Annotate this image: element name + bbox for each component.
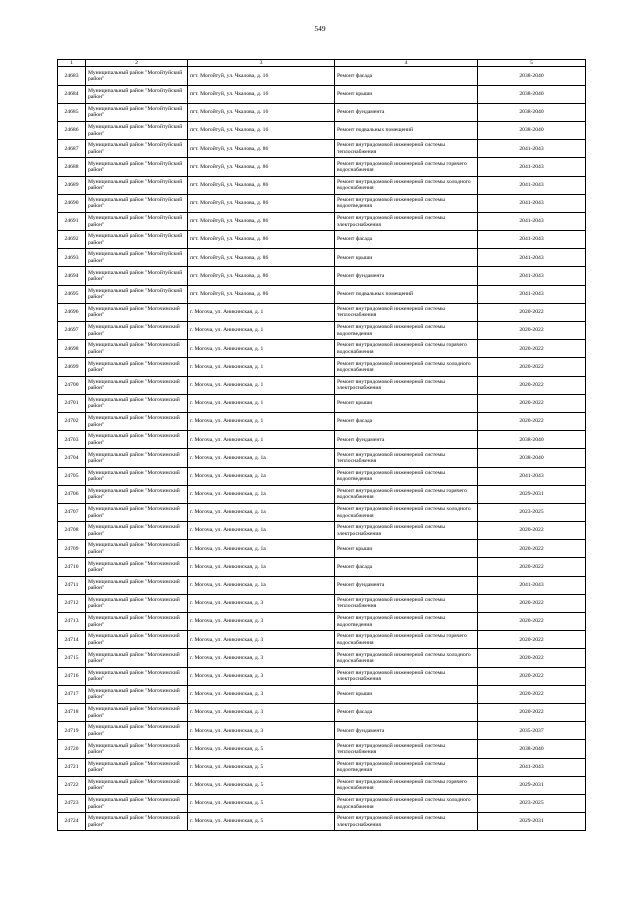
work-type-cell: Ремонт подвальных помещений [335, 285, 478, 303]
table-row [58, 485, 586, 503]
work-type-cell: Ремонт внутридомовой инженерной системы электроснабжения [335, 376, 478, 394]
table-row [58, 194, 586, 212]
work-type-cell: Ремонт фундамента [335, 431, 478, 449]
row-number-cell: 24688 [58, 158, 86, 176]
row-number-cell: 24690 [58, 194, 86, 212]
municipality-cell: Муниципальный район "Могочинский район" [86, 540, 188, 558]
address-cell: г. Могоча, ул. Аникинская, д. 5 [188, 813, 335, 831]
row-number-cell: 24705 [58, 467, 86, 485]
municipality-cell: Муниципальный район "Могочинский район" [86, 576, 188, 594]
table-row [58, 794, 586, 812]
work-type-cell: Ремонт фасада [335, 558, 478, 576]
table-row [58, 631, 586, 649]
address-cell: г. Могоча, ул. Аникинская, д. 1 [188, 412, 335, 430]
address-cell: г. Могоча, ул. Аникинская, д. 1а [188, 485, 335, 503]
row-number-cell: 24713 [58, 613, 86, 631]
work-type-cell: Ремонт фасада [335, 703, 478, 721]
row-number-cell: 24708 [58, 522, 86, 540]
work-type-cell: Ремонт внутридомовой инженерной системы водоотведения [335, 758, 478, 776]
municipality-cell: Муниципальный район "Могочинский район" [86, 358, 188, 376]
row-number-cell: 24698 [58, 340, 86, 358]
work-type-cell: Ремонт внутридомовой инженерной системы водоотведения [335, 194, 478, 212]
address-cell: г. Могоча, ул. Аникинская, д. 5 [188, 776, 335, 794]
period-cell: 2020-2022 [478, 667, 586, 685]
period-cell: 2020-2022 [478, 340, 586, 358]
row-number-cell: 24687 [58, 140, 86, 158]
work-type-cell: Ремонт крыши [335, 394, 478, 412]
municipality-cell: Муниципальный район "Могочинский район" [86, 376, 188, 394]
period-cell: 2029-2031 [478, 485, 586, 503]
period-cell: 2041-2043 [478, 194, 586, 212]
period-cell: 2020-2022 [478, 594, 586, 612]
municipality-cell: Муниципальный район "Могочинский район" [86, 776, 188, 794]
table-row [58, 285, 586, 303]
municipality-cell: Муниципальный район "Могочинский район" [86, 667, 188, 685]
work-type-cell: Ремонт внутридомовой инженерной системы теплоснабжения [335, 303, 478, 321]
table-row [58, 303, 586, 321]
table-row [58, 722, 586, 740]
municipality-cell: Муниципальный район "Могочинский район" [86, 449, 188, 467]
row-number-cell: 24712 [58, 594, 86, 612]
municipality-cell: Муниципальный район "Могочинский район" [86, 394, 188, 412]
table-row [58, 649, 586, 667]
address-cell: г. Могоча, ул. Аникинская, д. 1а [188, 522, 335, 540]
period-cell: 2038-2040 [478, 431, 586, 449]
work-type-cell: Ремонт внутридомовой инженерной системы водоотведения [335, 322, 478, 340]
column-number-1: 1 [58, 60, 86, 67]
row-number-cell: 24704 [58, 449, 86, 467]
table-row [58, 613, 586, 631]
address-cell: пгт. Могойтуй, ул. Чкалова, д. 16 [188, 103, 335, 121]
address-cell: пгт. Могойтуй, ул. Чкалова, д. 86 [188, 212, 335, 230]
row-number-cell: 24719 [58, 722, 86, 740]
page-number: 549 [314, 24, 326, 33]
municipality-cell: Муниципальный район "Могочинский район" [86, 649, 188, 667]
period-cell: 2038-2040 [478, 740, 586, 758]
municipality-cell: Муниципальный район "Могойтуйский район" [86, 285, 188, 303]
address-cell: г. Могоча, ул. Аникинская, д. 5 [188, 740, 335, 758]
table-row [58, 394, 586, 412]
row-number-cell: 24710 [58, 558, 86, 576]
address-cell: г. Могоча, ул. Аникинская, д. 1 [188, 376, 335, 394]
row-number-cell: 24707 [58, 503, 86, 521]
address-cell: г. Могоча, ул. Аникинская, д. 3 [188, 613, 335, 631]
work-type-cell: Ремонт крыши [335, 685, 478, 703]
work-type-cell: Ремонт крыши [335, 540, 478, 558]
period-cell: 2038-2040 [478, 85, 586, 103]
period-cell: 2041-2043 [478, 285, 586, 303]
table-row [58, 558, 586, 576]
period-cell: 2041-2043 [478, 467, 586, 485]
period-cell: 2020-2022 [478, 649, 586, 667]
table-row [58, 85, 586, 103]
municipality-cell: Муниципальный район "Могочинский район" [86, 322, 188, 340]
work-type-cell: Ремонт внутридомовой инженерной системы теплоснабжения [335, 449, 478, 467]
municipality-cell: Муниципальный район "Могочинский район" [86, 794, 188, 812]
municipality-cell: Муниципальный район "Могочинский район" [86, 740, 188, 758]
period-cell: 2041-2043 [478, 758, 586, 776]
address-cell: г. Могоча, ул. Аникинская, д. 1а [188, 558, 335, 576]
table-row [58, 176, 586, 194]
work-type-cell: Ремонт фундамента [335, 722, 478, 740]
address-cell: г. Могоча, ул. Аникинская, д. 1а [188, 576, 335, 594]
municipality-cell: Муниципальный район "Могойтуйский район" [86, 231, 188, 249]
work-type-cell: Ремонт внутридомовой инженерной системы горячего водоснабжения [335, 485, 478, 503]
address-cell: г. Могоча, ул. Аникинская, д. 1 [188, 431, 335, 449]
row-number-cell: 24724 [58, 813, 86, 831]
row-number-cell: 24691 [58, 212, 86, 230]
table-row [58, 121, 586, 139]
address-cell: г. Могоча, ул. Аникинская, д. 3 [188, 631, 335, 649]
table-row [58, 594, 586, 612]
table-row [58, 231, 586, 249]
row-number-cell: 24700 [58, 376, 86, 394]
work-type-cell: Ремонт внутридомовой инженерной системы электроснабжения [335, 813, 478, 831]
address-cell: г. Могоча, ул. Аникинская, д. 3 [188, 685, 335, 703]
address-cell: г. Могоча, ул. Аникинская, д. 3 [188, 649, 335, 667]
row-number-cell: 24696 [58, 303, 86, 321]
municipality-cell: Муниципальный район "Могочинский район" [86, 412, 188, 430]
municipality-cell: Муниципальный район "Могочинский район" [86, 431, 188, 449]
work-type-cell: Ремонт внутридомовой инженерной системы холодного водоснабжения [335, 649, 478, 667]
municipality-cell: Муниципальный район "Могочинский район" [86, 594, 188, 612]
table-row [58, 503, 586, 521]
municipality-cell: Муниципальный район "Могочинский район" [86, 722, 188, 740]
work-type-cell: Ремонт внутридомовой инженерной системы водоотведения [335, 467, 478, 485]
period-cell: 2020-2022 [478, 522, 586, 540]
work-type-cell: Ремонт крыши [335, 85, 478, 103]
table-row [58, 249, 586, 267]
row-number-cell: 24706 [58, 485, 86, 503]
period-cell: 2041-2043 [478, 158, 586, 176]
period-cell: 2020-2022 [478, 376, 586, 394]
address-cell: г. Могоча, ул. Аникинская, д. 1 [188, 394, 335, 412]
row-number-cell: 24695 [58, 285, 86, 303]
work-type-cell: Ремонт внутридомовой инженерной системы электроснабжения [335, 522, 478, 540]
period-cell: 2020-2022 [478, 540, 586, 558]
address-cell: пгт. Могойтуй, ул. Чкалова, д. 86 [188, 176, 335, 194]
address-cell: пгт. Могойтуй, ул. Чкалова, д. 86 [188, 194, 335, 212]
municipality-cell: Муниципальный район "Могочинский район" [86, 631, 188, 649]
period-cell: 2029-2031 [478, 813, 586, 831]
work-type-cell: Ремонт внутридомовой инженерной системы холодного водоснабжения [335, 176, 478, 194]
row-number-cell: 24702 [58, 412, 86, 430]
address-cell: пгт. Могойтуй, ул. Чкалова, д. 86 [188, 267, 335, 285]
row-number-cell: 24716 [58, 667, 86, 685]
period-cell: 2020-2022 [478, 613, 586, 631]
work-type-cell: Ремонт внутридомовой инженерной системы горячего водоснабжения [335, 776, 478, 794]
municipality-cell: Муниципальный район "Могочинский район" [86, 758, 188, 776]
work-type-cell: Ремонт внутридомовой инженерной системы горячего водоснабжения [335, 631, 478, 649]
column-number-5: 5 [478, 60, 586, 67]
address-cell: г. Могоча, ул. Аникинская, д. 1 [188, 358, 335, 376]
address-cell: пгт. Могойтуй, ул. Чкалова, д. 86 [188, 249, 335, 267]
table-row [58, 540, 586, 558]
period-cell: 2020-2022 [478, 412, 586, 430]
period-cell: 2038-2040 [478, 121, 586, 139]
period-cell: 2041-2043 [478, 267, 586, 285]
municipality-cell: Муниципальный район "Могойтуйский район" [86, 121, 188, 139]
address-cell: пгт. Могойтуй, ул. Чкалова, д. 16 [188, 121, 335, 139]
row-number-cell: 24699 [58, 358, 86, 376]
period-cell: 2020-2022 [478, 358, 586, 376]
row-number-cell: 24697 [58, 322, 86, 340]
work-type-cell: Ремонт внутридомовой инженерной системы холодного водоснабжения [335, 358, 478, 376]
municipality-cell: Муниципальный район "Могойтуйский район" [86, 176, 188, 194]
row-number-cell: 24720 [58, 740, 86, 758]
municipality-cell: Муниципальный район "Могочинский район" [86, 522, 188, 540]
row-number-cell: 24686 [58, 121, 86, 139]
work-type-cell: Ремонт внутридомовой инженерной системы теплоснабжения [335, 594, 478, 612]
period-cell: 2020-2022 [478, 631, 586, 649]
address-cell: г. Могоча, ул. Аникинская, д. 1 [188, 340, 335, 358]
work-type-cell: Ремонт внутридомовой инженерной системы электроснабжения [335, 212, 478, 230]
column-number-4: 4 [335, 60, 478, 67]
table-row [58, 412, 586, 430]
work-type-cell: Ремонт внутридомовой инженерной системы электроснабжения [335, 667, 478, 685]
municipality-cell: Муниципальный район "Могойтуйский район" [86, 267, 188, 285]
address-cell: г. Могоча, ул. Аникинская, д. 5 [188, 758, 335, 776]
period-cell: 2041-2043 [478, 576, 586, 594]
municipality-cell: Муниципальный район "Могочинский район" [86, 613, 188, 631]
municipality-cell: Муниципальный район "Могойтуйский район" [86, 212, 188, 230]
municipality-cell: Муниципальный район "Могойтуйский район" [86, 103, 188, 121]
work-type-cell: Ремонт внутридомовой инженерной системы теплоснабжения [335, 140, 478, 158]
address-cell: г. Могоча, ул. Аникинская, д. 1 [188, 322, 335, 340]
work-type-cell: Ремонт внутридомовой инженерной системы горячего водоснабжения [335, 340, 478, 358]
address-cell: г. Могоча, ул. Аникинская, д. 3 [188, 703, 335, 721]
table-row [58, 212, 586, 230]
table-row [58, 685, 586, 703]
row-number-cell: 24718 [58, 703, 86, 721]
row-number-cell: 24709 [58, 540, 86, 558]
period-cell: 2035-2037 [478, 722, 586, 740]
municipality-cell: Муниципальный район "Могойтуйский район" [86, 158, 188, 176]
work-type-cell: Ремонт фундамента [335, 267, 478, 285]
address-cell: пгт. Могойтуй, ул. Чкалова, д. 86 [188, 231, 335, 249]
municipality-cell: Муниципальный район "Могойтуйский район" [86, 85, 188, 103]
table-header-row [58, 60, 586, 67]
address-cell: пгт. Могойтуй, ул. Чкалова, д. 16 [188, 67, 335, 85]
period-cell: 2020-2022 [478, 558, 586, 576]
row-number-cell: 24685 [58, 103, 86, 121]
address-cell: г. Могоча, ул. Аникинская, д. 3 [188, 722, 335, 740]
address-cell: г. Могоча, ул. Аникинская, д. 1а [188, 467, 335, 485]
address-cell: пгт. Могойтуй, ул. Чкалова, д. 16 [188, 85, 335, 103]
municipality-cell: Муниципальный район "Могочинский район" [86, 503, 188, 521]
municipality-cell: Муниципальный район "Могочинский район" [86, 303, 188, 321]
municipality-cell: Муниципальный район "Могочинский район" [86, 467, 188, 485]
row-number-cell: 24714 [58, 631, 86, 649]
table-row [58, 267, 586, 285]
municipality-cell: Муниципальный район "Могочинский район" [86, 558, 188, 576]
work-type-cell: Ремонт фасада [335, 231, 478, 249]
municipality-cell: Муниципальный район "Могойтуйский район" [86, 194, 188, 212]
period-cell: 2041-2043 [478, 249, 586, 267]
municipality-cell: Муниципальный район "Могочинский район" [86, 485, 188, 503]
row-number-cell: 24694 [58, 267, 86, 285]
table-row [58, 740, 586, 758]
work-type-cell: Ремонт фасада [335, 67, 478, 85]
address-cell: пгт. Могойтуй, ул. Чкалова, д. 86 [188, 140, 335, 158]
table-row [58, 703, 586, 721]
table-row [58, 758, 586, 776]
municipality-cell: Муниципальный район "Могочинский район" [86, 340, 188, 358]
repair-schedule-table [57, 59, 586, 831]
address-cell: г. Могоча, ул. Аникинская, д. 5 [188, 794, 335, 812]
address-cell: г. Могоча, ул. Аникинская, д. 1 [188, 303, 335, 321]
table-row [58, 776, 586, 794]
work-type-cell: Ремонт внутридомовой инженерной системы теплоснабжения [335, 740, 478, 758]
period-cell: 2020-2022 [478, 303, 586, 321]
period-cell: 2041-2043 [478, 176, 586, 194]
municipality-cell: Муниципальный район "Могочинский район" [86, 703, 188, 721]
row-number-cell: 24692 [58, 231, 86, 249]
table-row [58, 467, 586, 485]
row-number-cell: 24723 [58, 794, 86, 812]
work-type-cell: Ремонт внутридомовой инженерной системы холодного водоснабжения [335, 503, 478, 521]
row-number-cell: 24721 [58, 758, 86, 776]
municipality-cell: Муниципальный район "Могойтуйский район" [86, 67, 188, 85]
address-cell: г. Могоча, ул. Аникинская, д. 1а [188, 449, 335, 467]
table-row [58, 140, 586, 158]
address-cell: пгт. Могойтуй, ул. Чкалова, д. 86 [188, 158, 335, 176]
row-number-cell: 24689 [58, 176, 86, 194]
work-type-cell: Ремонт фундамента [335, 103, 478, 121]
work-type-cell: Ремонт внутридомовой инженерной системы водоотведения [335, 613, 478, 631]
row-number-cell: 24684 [58, 85, 86, 103]
row-number-cell: 24693 [58, 249, 86, 267]
municipality-cell: Муниципальный район "Могочинский район" [86, 685, 188, 703]
table-row [58, 576, 586, 594]
row-number-cell: 24722 [58, 776, 86, 794]
municipality-cell: Муниципальный район "Могочинский район" [86, 813, 188, 831]
period-cell: 2020-2022 [478, 322, 586, 340]
address-cell: г. Могоча, ул. Аникинская, д. 3 [188, 594, 335, 612]
address-cell: пгт. Могойтуй, ул. Чкалова, д. 86 [188, 285, 335, 303]
period-cell: 2038-2040 [478, 67, 586, 85]
row-number-cell: 24711 [58, 576, 86, 594]
work-type-cell: Ремонт фундамента [335, 576, 478, 594]
column-number-2: 2 [86, 60, 188, 67]
work-type-cell: Ремонт внутридомовой инженерной системы холодного водоснабжения [335, 794, 478, 812]
row-number-cell: 24701 [58, 394, 86, 412]
table-row [58, 158, 586, 176]
municipality-cell: Муниципальный район "Могойтуйский район" [86, 140, 188, 158]
municipality-cell: Муниципальный район "Могойтуйский район" [86, 249, 188, 267]
table-row [58, 322, 586, 340]
period-cell: 2020-2022 [478, 394, 586, 412]
table-row [58, 376, 586, 394]
row-number-cell: 24703 [58, 431, 86, 449]
period-cell: 2020-2022 [478, 685, 586, 703]
table-row [58, 340, 586, 358]
work-type-cell: Ремонт внутридомовой инженерной системы горячего водоснабжения [335, 158, 478, 176]
address-cell: г. Могоча, ул. Аникинская, д. 1а [188, 540, 335, 558]
work-type-cell: Ремонт подвальных помещений [335, 121, 478, 139]
table-row [58, 67, 586, 85]
table-row [58, 358, 586, 376]
period-cell: 2041-2043 [478, 231, 586, 249]
table-row [58, 813, 586, 831]
work-type-cell: Ремонт фасада [335, 412, 478, 430]
period-cell: 2038-2040 [478, 449, 586, 467]
table-row [58, 667, 586, 685]
period-cell: 2020-2022 [478, 703, 586, 721]
period-cell: 2023-2025 [478, 503, 586, 521]
address-cell: г. Могоча, ул. Аникинская, д. 3 [188, 667, 335, 685]
period-cell: 2023-2025 [478, 794, 586, 812]
period-cell: 2038-2040 [478, 103, 586, 121]
table-row [58, 449, 586, 467]
table-row [58, 522, 586, 540]
row-number-cell: 24717 [58, 685, 86, 703]
column-number-3: 3 [188, 60, 335, 67]
period-cell: 2041-2043 [478, 140, 586, 158]
period-cell: 2041-2043 [478, 212, 586, 230]
row-number-cell: 24715 [58, 649, 86, 667]
table-row [58, 103, 586, 121]
work-type-cell: Ремонт крыши [335, 249, 478, 267]
period-cell: 2029-2031 [478, 776, 586, 794]
row-number-cell: 24683 [58, 67, 86, 85]
table-row [58, 431, 586, 449]
address-cell: г. Могоча, ул. Аникинская, д. 1а [188, 503, 335, 521]
